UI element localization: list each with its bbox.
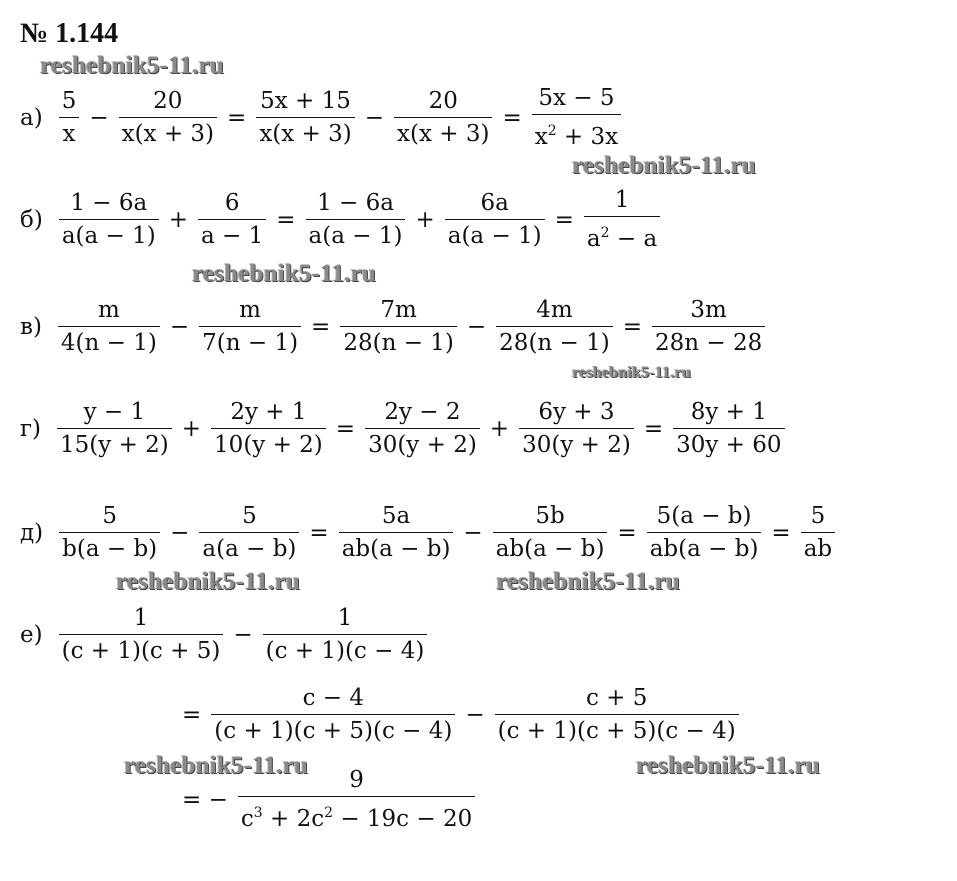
watermark: reshebnik5-11.ru: [124, 752, 309, 779]
equation-b: [20, 184, 664, 255]
operator: =: [335, 415, 356, 442]
operator: =: [771, 519, 791, 546]
operator: −: [364, 104, 385, 131]
fraction: $\frac{m}{7(n - 1)}$: [199, 294, 301, 359]
fraction: $\frac{4m}{28(n - 1)}$: [496, 294, 613, 359]
fraction: $\frac{1 - 6a}{a(a - 1)}$: [306, 187, 406, 252]
fraction: $\frac{1}{(c + 1)(c + 5)}$: [59, 602, 224, 667]
problem-title: № 1.144: [20, 18, 119, 49]
operator: =: [617, 519, 637, 546]
equation-e-line3: [176, 764, 479, 835]
equation-v: [20, 294, 769, 359]
fraction: $\frac{5}{x}$: [59, 85, 80, 150]
fraction: $\frac{c - 4}{(c + 1)(c + 5)(c - 4)}$: [211, 682, 455, 747]
operator: −: [465, 701, 485, 728]
watermark: reshebnik5-11.ru: [116, 568, 301, 595]
fraction: $\frac{20}{x(x + 3)}$: [119, 85, 217, 150]
fraction: $\frac{6y + 3}{30(y + 2)}$: [519, 396, 634, 461]
operator: =: [309, 519, 329, 546]
fraction: $\frac{5}{a(a - b)}$: [199, 500, 299, 565]
fraction: $\frac{5x - 5}{x^2 + 3x}$: [532, 82, 621, 153]
item-label: б): [20, 206, 43, 233]
fraction: $\frac{5}{b(a - b)}$: [59, 500, 160, 565]
fraction: $\frac{5a}{ab(a - b)}$: [339, 500, 454, 565]
fraction: $\frac{20}{x(x + 3)}$: [394, 85, 492, 150]
fraction: $\frac{c + 5}{(c + 1)(c + 5)(c - 4)}$: [495, 682, 739, 747]
watermark: reshebnik5-11.ru: [572, 152, 757, 179]
operator: +: [181, 415, 202, 442]
fraction: $\frac{5}{ab}$: [801, 500, 835, 565]
operator: =: [622, 313, 643, 340]
operator: +: [415, 206, 435, 233]
watermark: reshebnik5-11.ru: [192, 260, 377, 287]
item-label: а): [20, 104, 43, 131]
equation-a: [20, 82, 625, 153]
fraction: $\frac{8y + 1}{30y + 60}$: [673, 396, 784, 461]
operator: −: [463, 519, 483, 546]
watermark: reshebnik5-11.ru: [40, 52, 225, 79]
watermark: reshebnik5-11.ru: [496, 568, 681, 595]
equation-e-line2: [176, 682, 743, 747]
operator: =: [502, 104, 522, 131]
operator: =: [182, 701, 202, 728]
fraction: $\frac{6a}{a(a - 1)}$: [445, 187, 545, 252]
equation-e-line1: [20, 602, 431, 667]
fraction: $\frac{2y - 2}{30(y + 2)}$: [365, 396, 480, 461]
fraction: $\frac{7m}{28(n - 1)}$: [340, 294, 457, 359]
operator: +: [489, 415, 510, 442]
item-label: в): [20, 313, 42, 340]
fraction: $\frac{1}{(c + 1)(c - 4)}$: [263, 602, 428, 667]
equation-d: [20, 500, 839, 565]
operator: =: [276, 206, 296, 233]
item-label: е): [20, 621, 43, 648]
watermark: reshebnik5-11.ru: [636, 752, 821, 779]
item-label: д): [20, 519, 44, 546]
operator: −: [170, 519, 190, 546]
fraction: $\frac{5b}{ab(a - b)}$: [493, 500, 608, 565]
fraction: $\frac{1 - 6a}{a(a - 1)}$: [59, 187, 159, 252]
item-label: г): [20, 415, 42, 442]
fraction: $\frac{y - 1}{15(y + 2)}$: [57, 396, 172, 461]
operator: −: [233, 621, 253, 648]
operator: =: [227, 104, 247, 131]
equation-g: [20, 396, 789, 461]
operator: =: [643, 415, 664, 442]
fraction: $\frac{5(a - b)}{ab(a - b)}$: [647, 500, 762, 565]
watermark: reshebnik5-11.ru: [572, 364, 691, 381]
operator: = −: [182, 786, 228, 813]
fraction: $\frac{m}{4(n - 1)}$: [58, 294, 160, 359]
fraction: $\frac{9}{c^3 + 2c^2 - 19c - 20}$: [238, 764, 475, 835]
operator: −: [466, 313, 487, 340]
operator: −: [169, 313, 190, 340]
fraction: $\frac{1}{a^2 - a}$: [584, 184, 660, 255]
fraction: $\frac{3m}{28n - 28}$: [652, 294, 765, 359]
fraction: $\frac{5x + 15}{x(x + 3)}$: [256, 85, 354, 150]
operator: =: [554, 206, 574, 233]
operator: −: [89, 104, 109, 131]
fraction: $\frac{2y + 1}{10(y + 2)}$: [211, 396, 326, 461]
operator: +: [168, 206, 189, 233]
operator: =: [311, 313, 331, 340]
fraction: $\frac{6}{a - 1}$: [198, 187, 266, 252]
